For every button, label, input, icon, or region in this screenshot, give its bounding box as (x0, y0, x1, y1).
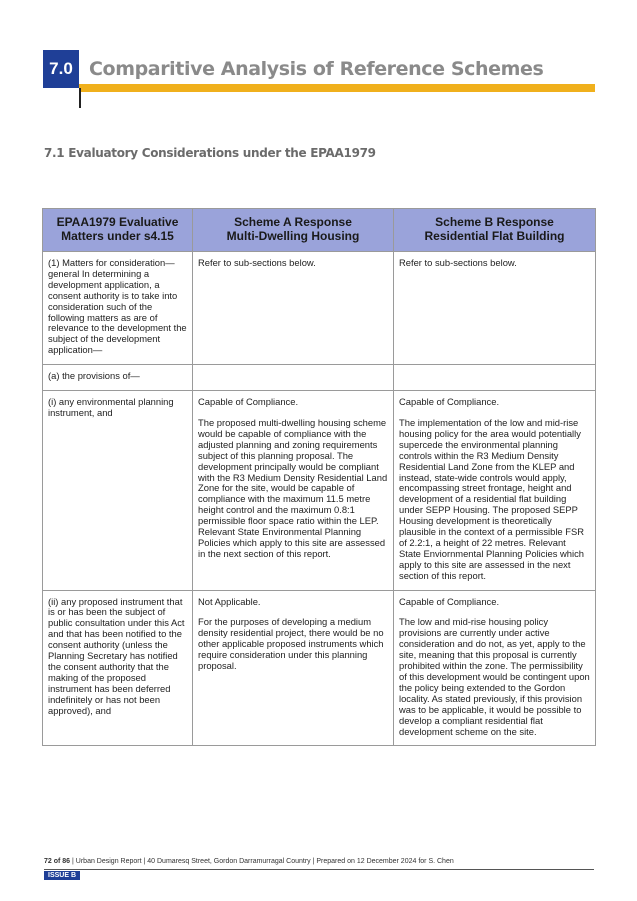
scheme-a-cell (193, 252, 394, 365)
issue-badge: ISSUE B (44, 871, 80, 880)
page-number: 72 of 86 (44, 858, 71, 865)
scheme-a-cell (193, 365, 394, 391)
cell-text: (1) Matters for consideration—general In determining a development application, a consent authority is to take into consideration such of the following matters as are of relevance to the development the subject of the development application— (48, 257, 187, 356)
cell-text: (i) any environmental planning instrument, and (48, 396, 174, 418)
cell-text: (ii) any proposed instrument that is or has been the subject of public consultation under this Act and that has been notified to the consent authority (unless the Planning Secretary has notified the consent authority that the making of the proposed instrument has been deferred indefinitely or has not been approved), and (48, 595, 185, 716)
table-row (43, 391, 596, 591)
cell-status: Capable of Compliance. (198, 396, 299, 408)
cell-status: Capable of Compliance. (399, 595, 500, 607)
header-divider (79, 88, 81, 108)
scheme-b-cell (394, 252, 596, 365)
header-accent-bar (79, 84, 595, 92)
table-row (43, 252, 596, 365)
subsection-title: 7.1 Evaluatory Considerations under the EPAA1979 (44, 146, 376, 160)
cell-status: Capable of Compliance. (399, 396, 500, 408)
cell-text: For the purposes of developing a medium density residential project, there would be no other applicable proposed instruments which require consideration under this planning proposal. (198, 616, 384, 672)
scheme-b-cell (394, 365, 596, 391)
table-row (43, 590, 596, 746)
scheme-b-cell (394, 590, 596, 746)
footer-divider (44, 869, 594, 870)
cell-text: The low and mid-rise housing policy provisions are currently under active consideration and do not, as yet, apply to the site, meaning that this proposal is currently prohibited within the zone. The permissibility of this development would be contingent upon the policy being extended to the Gordon locality. As stated previously, if this provision was to be applicable, it would be possible to develop a compliant residential flat development scheme on the site. (399, 616, 590, 737)
header-line: EPAA1979 Evaluative (56, 215, 179, 230)
scheme-a-cell (193, 590, 394, 746)
evaluation-table (42, 208, 596, 746)
header-scheme-a (193, 209, 394, 252)
matter-cell (43, 252, 193, 365)
header-scheme-b (394, 209, 596, 252)
header-line: Scheme A Response (234, 215, 352, 230)
page-footer (44, 858, 604, 865)
footer-separator: | (72, 858, 76, 865)
section-number-badge: 7.0 (43, 50, 79, 88)
cell-status: Not Applicable. (198, 595, 261, 607)
cell-text: The implementation of the low and mid-rise housing policy for the area would potentially supercede the environmental planning controls within the R3 Medium Density Residential Land Zone from the KLEP and instead, state-wide controls would apply, encompassing street frontage, height and development of a residential flat building under SEPP Housing. The proposed SEPP Housing development is theoretically plausible in the context of a permissible FSR of 2.2:1, a height of 22 metres. Relevant State Enviornmental Planning Policies which apply to this site are assessed in the next section of this report. (399, 416, 584, 581)
matter-cell (43, 590, 193, 746)
table-row (43, 365, 596, 391)
footer-text: Urban Design Report | 40 Dumaresq Street, Gordon Darramurragal Country | Prepared on 12 December 2024 for S. Chen (75, 858, 454, 865)
matter-cell (43, 391, 193, 591)
header-evaluative-matters (43, 209, 193, 252)
cell-text: Refer to sub-sections below. (198, 257, 316, 268)
header-line: Multi-Dwelling Housing (226, 229, 360, 243)
cell-text: Refer to sub-sections below. (399, 257, 517, 268)
table-header-row (43, 209, 596, 252)
header-line: Matters under s4.15 (61, 229, 174, 243)
section-title: Comparitive Analysis of Reference Schemes (89, 58, 544, 80)
scheme-a-cell (193, 391, 394, 591)
cell-text: (a) the provisions of— (48, 370, 140, 382)
cell-text: The proposed multi-dwelling housing scheme would be capable of compliance with the adjusted planning and zoning requirements subject of this planning proposal. The development principally would be compliant with the R3 Medium Density Residential Land Zone for the site, would be capable of compliance with the maximum 11.5 metre height control and the maximum 0.8:1 permissible floor space ratio within the LEP. Relevant State Environmental Planning Policies which apply to this site are assessed in the next section of this report. (198, 416, 388, 559)
header-line: Residential Flat Building (424, 229, 565, 243)
scheme-b-cell (394, 391, 596, 591)
matter-cell (43, 365, 193, 391)
header-line: Scheme B Response (435, 215, 554, 230)
